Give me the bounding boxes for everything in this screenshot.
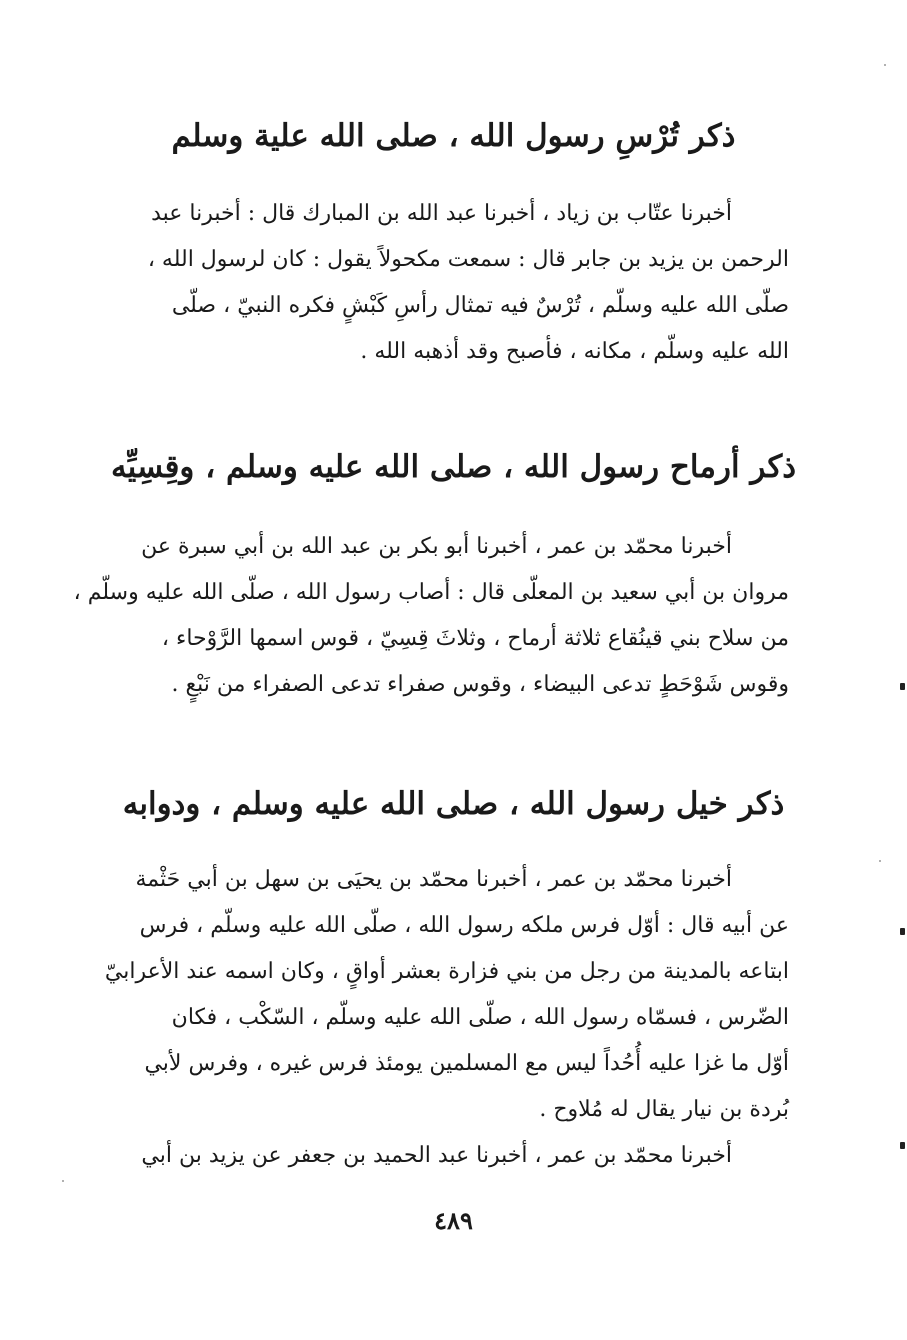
section-heading-shield: ذكر تُرْسِ رسول الله ، صلى الله علية وسلم <box>171 118 736 154</box>
text-line: وقوس شَوْحَطٍ تدعى البيضاء ، وقوس صفراء تدعى الصفراء من نَبْعٍ . <box>171 672 789 697</box>
scan-speck <box>879 860 881 862</box>
text-line: الضّرس ، فسمّاه رسول الله ، صلّى الله عليه وسلّم ، السّكْب ، فكان <box>171 1005 789 1030</box>
text-line: ابتاعه بالمدينة من رجل من بني فزارة بعشر أواقٍ ، وكان اسمه عند الأعرابيّ <box>104 959 789 984</box>
paragraph-shield <box>95 191 789 375</box>
page-number: ٤٨٩ <box>434 1206 473 1235</box>
text-line: أخبرنا محمّد بن عمر ، أخبرنا عبد الحميد بن جعفر عن يزيد بن أبي <box>141 1143 732 1168</box>
margin-mark <box>900 928 905 935</box>
margin-mark <box>900 683 905 690</box>
text-line: أخبرنا عتّاب بن زياد ، أخبرنا عبد الله بن المبارك قال : أخبرنا عبد <box>151 201 732 226</box>
text-line: من سلاح بني قينُقاع ثلاثة أرماح ، وثلاثَ قِسِيّ ، قوس اسمها الرَّوْحاء ، <box>161 626 789 651</box>
text-line: صلّى الله عليه وسلّم ، تُرْسٌ فيه تمثال رأسِ كَبْشٍ فكره النبيّ ، صلّى <box>171 293 789 318</box>
section-heading-horses: ذكر خيل رسول الله ، صلى الله عليه وسلم ، ودوابه <box>122 786 785 822</box>
text-line: أوّل ما غزا عليه أُحُداً ليس مع المسلمين يومئذ فرس غيره ، وفرس لأبي <box>144 1051 789 1076</box>
text-line: مروان بن أبي سعيد بن المعلّى قال : أصاب رسول الله ، صلّى الله عليه وسلّم ، <box>73 580 789 605</box>
text-line: بُردة بن نيار يقال له مُلاوح . <box>539 1097 789 1122</box>
text-line: عن أبيه قال : أوّل فرس ملكه رسول الله ، صلّى الله عليه وسلّم ، فرس <box>139 913 789 938</box>
paragraph-horses <box>95 857 789 1179</box>
text-line: الله عليه وسلّم ، مكانه ، فأصبح وقد أذهبه الله . <box>360 339 789 364</box>
margin-mark <box>900 1142 905 1149</box>
scan-speck <box>884 64 886 66</box>
text-line: أخبرنا محمّد بن عمر ، أخبرنا محمّد بن يحيَى بن سهل بن أبي حَثْمة <box>135 867 732 892</box>
section-heading-spears-bows: ذكر أرماح رسول الله ، صلى الله عليه وسلم ، وقِسِيِّه <box>110 449 797 485</box>
text-line: الرحمن بن يزيد بن جابر قال : سمعت مكحولاً يقول : كان لرسول الله ، <box>147 247 789 272</box>
scan-speck <box>62 1180 64 1182</box>
paragraph-spears-bows <box>73 524 789 708</box>
text-line: أخبرنا محمّد بن عمر ، أخبرنا أبو بكر بن عبد الله بن أبي سبرة عن <box>141 534 732 559</box>
